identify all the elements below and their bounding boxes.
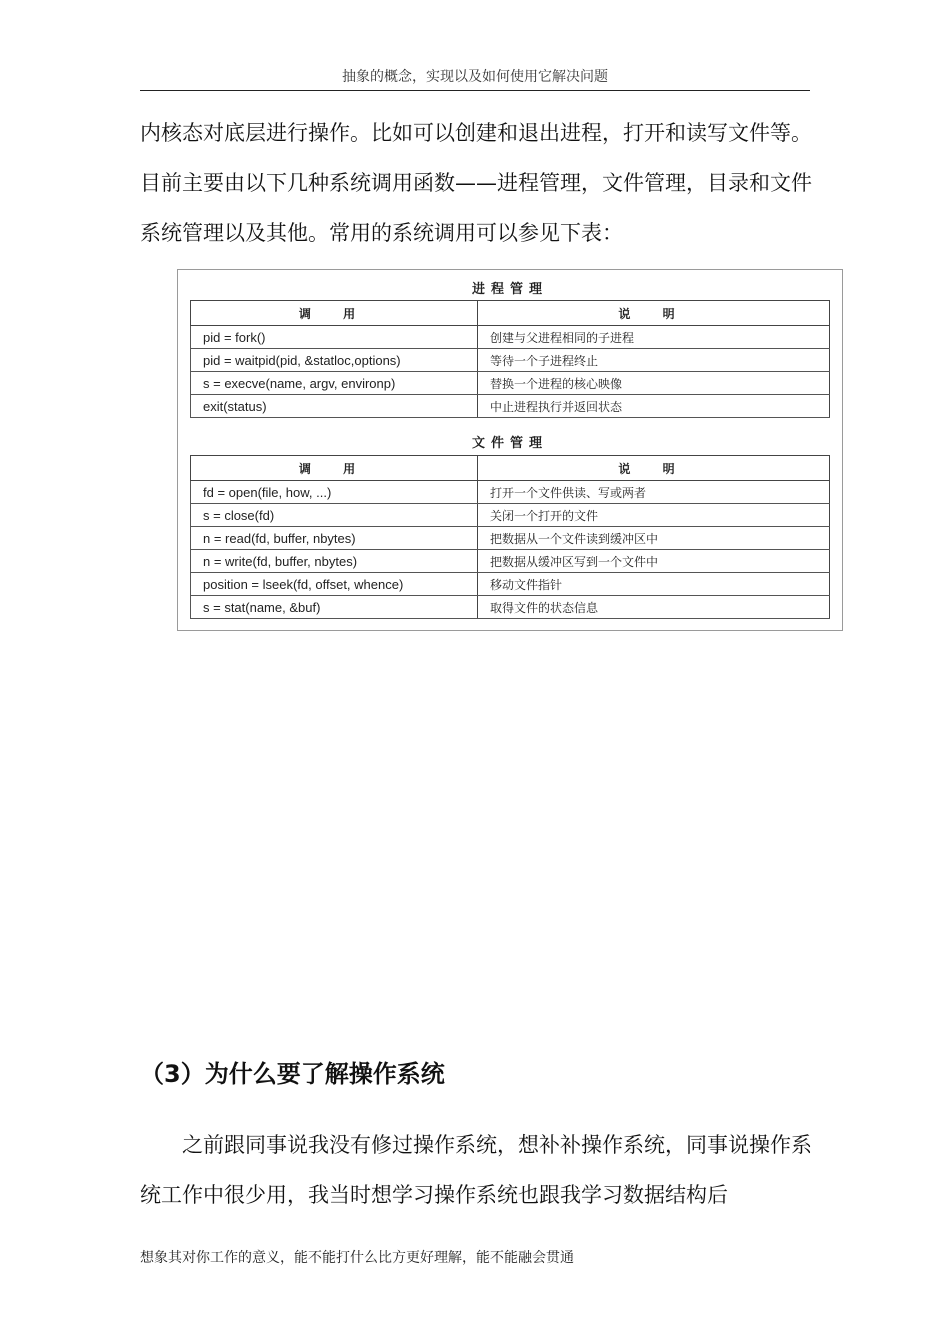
process-table (190, 300, 830, 418)
table-header-row (191, 456, 830, 481)
description-cell: 等待一个子进程终止 (478, 349, 830, 372)
description-cell: 关闭一个打开的文件 (478, 504, 830, 527)
call-cell: n = read(fd, buffer, nbytes) (191, 527, 478, 550)
system-call-table-image (177, 269, 843, 631)
table-row (191, 349, 830, 372)
file-table-title: 文件管理 (471, 436, 548, 451)
page-footer: 想象其对你工作的意义，能不能打什么比方更好理解，能不能融会贯通 (140, 1250, 574, 1266)
section-title: 为什么要了解操作系统 (204, 1060, 445, 1088)
col-desc-header: 说 明 (478, 301, 830, 326)
call-cell: fd = open(file, how, ...) (191, 481, 478, 504)
table-row (191, 372, 830, 395)
table-row (191, 596, 830, 619)
table-row (191, 573, 830, 596)
call-cell: s = close(fd) (191, 504, 478, 527)
page-header: 抽象的概念，实现以及如何使用它解决问题 (140, 66, 810, 91)
file-table (190, 455, 830, 619)
call-cell: position = lseek(fd, offset, whence) (191, 573, 478, 596)
table-row (191, 504, 830, 527)
second-paragraph: 之前跟同事说我没有修过操作系统，想补补操作系统，同事说操作系统工作中很少用，我当时想学习操作系统也跟我学习数据结构后 (140, 1133, 812, 1207)
table-row (191, 527, 830, 550)
call-cell: s = execve(name, argv, environp) (191, 372, 478, 395)
description-cell: 取得文件的状态信息 (478, 596, 830, 619)
call-cell: n = write(fd, buffer, nbytes) (191, 550, 478, 573)
section-heading (140, 1054, 445, 1089)
col-desc-header: 说 明 (478, 456, 830, 481)
call-cell: pid = fork() (191, 326, 478, 349)
table-row (191, 550, 830, 573)
section-number-open: （ (140, 1060, 164, 1088)
section-number: 3 (164, 1060, 181, 1088)
description-cell: 把数据从缓冲区写到一个文件中 (478, 550, 830, 573)
call-cell: s = stat(name, &buf) (191, 596, 478, 619)
description-cell: 移动文件指针 (478, 573, 830, 596)
col-call-header: 调 用 (191, 456, 478, 481)
table-header-row (191, 301, 830, 326)
description-cell: 创建与父进程相同的子进程 (478, 326, 830, 349)
section-number-close: ） (180, 1060, 205, 1088)
intro-paragraph: 内核态对底层进行操作。比如可以创建和退出进程，打开和读写文件等。目前主要由以下几种系统调用函数——进程管理，文件管理，目录和文件系统管理以及其他。常用的系统调用可以参见下表： (140, 121, 812, 245)
process-table-title: 进程管理 (471, 282, 548, 297)
description-cell: 把数据从一个文件读到缓冲区中 (478, 527, 830, 550)
col-call-header: 调 用 (191, 301, 478, 326)
description-cell: 打开一个文件供读、写或两者 (478, 481, 830, 504)
call-cell: pid = waitpid(pid, &statloc,options) (191, 349, 478, 372)
table-row (191, 326, 830, 349)
description-cell: 中止进程执行并返回状态 (478, 395, 830, 418)
description-cell: 替换一个进程的核心映像 (478, 372, 830, 395)
table-row (191, 395, 830, 418)
call-cell: exit(status) (191, 395, 478, 418)
table-row (191, 481, 830, 504)
